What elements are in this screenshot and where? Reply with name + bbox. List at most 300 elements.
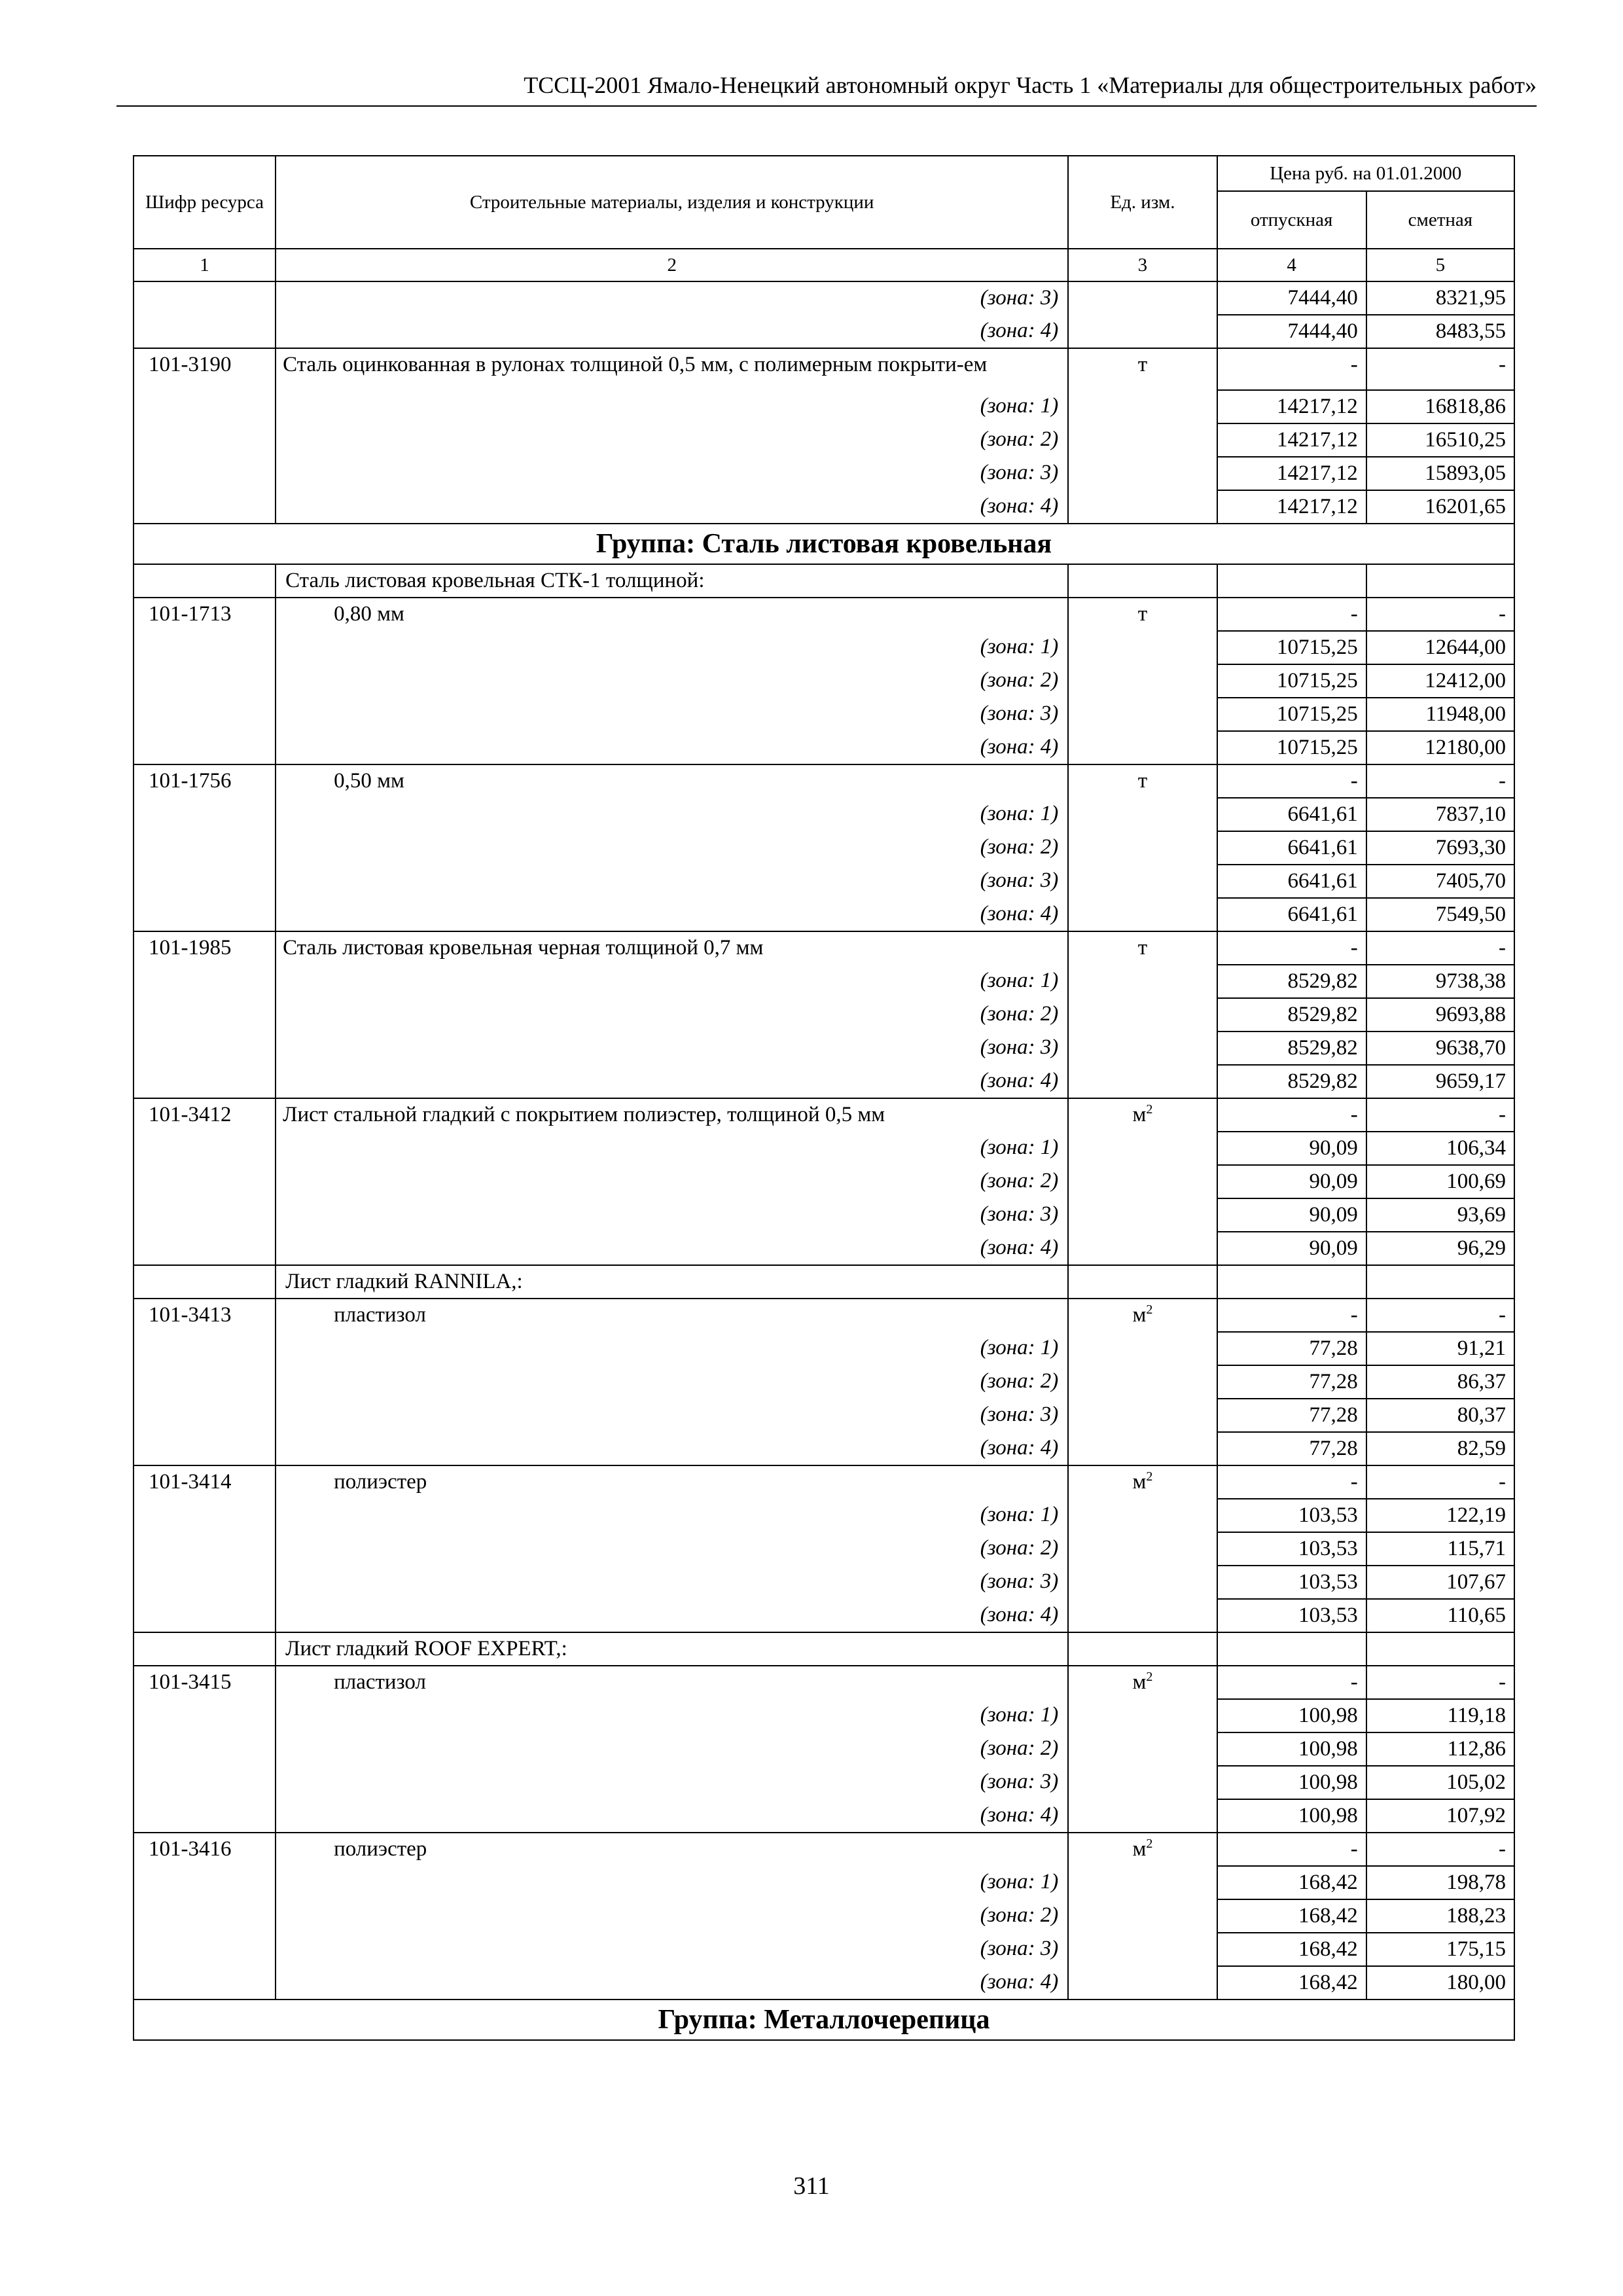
zone-row	[134, 1566, 1514, 1599]
group-row	[134, 524, 1514, 564]
zone-label: (зона: 1)	[276, 1132, 1068, 1165]
item-row	[134, 1833, 1514, 1866]
zone-code-cell	[134, 664, 276, 698]
col-number-5: 5	[1366, 249, 1514, 281]
price-estimate: 105,02	[1366, 1766, 1514, 1799]
zone-code-cell	[134, 281, 276, 315]
zone-unit-cell	[1068, 1198, 1217, 1232]
zone-code-cell	[134, 1031, 276, 1065]
subgroup-price-cell	[1366, 564, 1514, 598]
subgroup-unit-cell	[1068, 1632, 1217, 1666]
unit-cell	[1068, 1833, 1217, 1866]
zone-unit-cell	[1068, 490, 1217, 524]
resource-code: 101-3190	[134, 348, 276, 390]
unit-cell	[1068, 598, 1217, 631]
zone-unit-cell	[1068, 1332, 1217, 1365]
price-release: 6641,61	[1217, 898, 1366, 931]
col-header-code: Шифр ресурса	[134, 156, 276, 249]
price-release: 90,09	[1217, 1198, 1366, 1232]
price-release: 103,53	[1217, 1599, 1366, 1632]
zone-unit-cell	[1068, 1866, 1217, 1899]
price-release: 14217,12	[1217, 423, 1366, 457]
zone-code-cell	[134, 698, 276, 731]
zone-code-cell	[134, 315, 276, 348]
price-estimate: 15893,05	[1366, 457, 1514, 490]
material-name: полиэстер	[276, 1833, 1068, 1866]
zone-unit-cell	[1068, 898, 1217, 931]
zone-code-cell	[134, 457, 276, 490]
unit-cell	[1068, 1666, 1217, 1699]
price-release: -	[1217, 1833, 1366, 1866]
zone-code-cell	[134, 1866, 276, 1899]
price-estimate: 7837,10	[1366, 798, 1514, 831]
col-header-price-release: отпускная	[1217, 191, 1366, 249]
subgroup-price-cell	[1217, 1632, 1366, 1666]
price-estimate: 16201,65	[1366, 490, 1514, 524]
price-estimate: 9738,38	[1366, 965, 1514, 998]
zone-unit-cell	[1068, 1165, 1217, 1198]
zone-label: (зона: 2)	[276, 1732, 1068, 1766]
price-estimate: 12180,00	[1366, 731, 1514, 764]
unit-superscript: 2	[1146, 1102, 1153, 1117]
unit-superscript: 2	[1146, 1302, 1153, 1317]
price-release: 77,28	[1217, 1365, 1366, 1399]
zone-unit-cell	[1068, 1065, 1217, 1098]
zone-code-cell	[134, 1065, 276, 1098]
price-release: 10715,25	[1217, 698, 1366, 731]
price-release: -	[1217, 598, 1366, 631]
price-release: 103,53	[1217, 1566, 1366, 1599]
zone-label: (зона: 4)	[276, 1799, 1068, 1833]
zone-row	[134, 1399, 1514, 1432]
item-row	[134, 1098, 1514, 1132]
unit-text: т	[1137, 769, 1148, 793]
zone-unit-cell	[1068, 1031, 1217, 1065]
zone-row	[134, 1599, 1514, 1632]
resource-code: 101-1713	[134, 598, 276, 631]
zone-code-cell	[134, 1532, 276, 1566]
price-estimate: 16510,25	[1366, 423, 1514, 457]
zone-unit-cell	[1068, 1499, 1217, 1532]
zone-label: (зона: 2)	[276, 1365, 1068, 1399]
material-name: Сталь листовая кровельная черная толщиной 0,7 мм	[276, 931, 1068, 965]
zone-code-cell	[134, 1232, 276, 1265]
zone-label: (зона: 4)	[276, 1065, 1068, 1098]
zone-row	[134, 1899, 1514, 1933]
price-estimate: 188,23	[1366, 1899, 1514, 1933]
zone-row	[134, 1065, 1514, 1098]
col-number-2: 2	[276, 249, 1068, 281]
zone-label: (зона: 3)	[276, 1933, 1068, 1966]
zone-unit-cell	[1068, 698, 1217, 731]
price-release: 14217,12	[1217, 457, 1366, 490]
price-release: 77,28	[1217, 1432, 1366, 1465]
zone-code-cell	[134, 1766, 276, 1799]
page-header-title: ТССЦ-2001 Ямало-Ненецкий автономный округ Часть 1 «Материалы для общестроительных работ»	[524, 72, 1537, 98]
zone-code-cell	[134, 1899, 276, 1933]
price-estimate: 9638,70	[1366, 1031, 1514, 1065]
price-release: 90,09	[1217, 1165, 1366, 1198]
zone-unit-cell	[1068, 731, 1217, 764]
zone-label: (зона: 2)	[276, 1165, 1068, 1198]
col-number-1: 1	[134, 249, 276, 281]
zone-code-cell	[134, 490, 276, 524]
unit-cell	[1068, 1098, 1217, 1132]
price-estimate: -	[1366, 1299, 1514, 1332]
unit-text: м	[1132, 1837, 1147, 1861]
unit-text: т	[1137, 353, 1148, 376]
unit-cell	[1068, 1299, 1217, 1332]
zone-code-cell	[134, 1165, 276, 1198]
price-estimate: -	[1366, 1098, 1514, 1132]
zone-code-cell	[134, 631, 276, 664]
zone-row	[134, 798, 1514, 831]
zone-row	[134, 1732, 1514, 1766]
price-estimate: 115,71	[1366, 1532, 1514, 1566]
zone-row	[134, 1332, 1514, 1365]
zone-unit-cell	[1068, 1232, 1217, 1265]
col-header-price-estimate: сметная	[1366, 191, 1514, 249]
resource-code: 101-3414	[134, 1465, 276, 1499]
zone-unit-cell	[1068, 865, 1217, 898]
material-name: 0,50 мм	[276, 764, 1068, 798]
zone-code-cell	[134, 1365, 276, 1399]
zone-code-cell	[134, 1966, 276, 2000]
zone-label: (зона: 1)	[276, 798, 1068, 831]
price-release: 10715,25	[1217, 664, 1366, 698]
resource-code: 101-3412	[134, 1098, 276, 1132]
group-title: Группа: Сталь листовая кровельная	[134, 524, 1514, 564]
zone-row	[134, 865, 1514, 898]
subgroup-price-cell	[1366, 1632, 1514, 1666]
table-body	[134, 281, 1514, 2040]
unit-cell	[1068, 764, 1217, 798]
zone-code-cell	[134, 1566, 276, 1599]
zone-code-cell	[134, 831, 276, 865]
zone-label: (зона: 2)	[276, 998, 1068, 1031]
price-release: 6641,61	[1217, 831, 1366, 865]
col-header-unit: Ед. изм.	[1068, 156, 1217, 249]
zone-unit-cell	[1068, 315, 1217, 348]
zone-row	[134, 281, 1514, 315]
zone-row	[134, 1699, 1514, 1732]
price-release: 100,98	[1217, 1799, 1366, 1833]
zone-code-cell	[134, 1432, 276, 1465]
subgroup-code-cell	[134, 1265, 276, 1299]
zone-label: (зона: 1)	[276, 631, 1068, 664]
zone-code-cell	[134, 390, 276, 423]
price-estimate: 11948,00	[1366, 698, 1514, 731]
zone-label: (зона: 2)	[276, 1532, 1068, 1566]
price-release: 77,28	[1217, 1332, 1366, 1365]
zone-unit-cell	[1068, 1399, 1217, 1432]
price-estimate: 16818,86	[1366, 390, 1514, 423]
zone-row	[134, 831, 1514, 865]
zone-code-cell	[134, 898, 276, 931]
unit-superscript: 2	[1146, 1837, 1153, 1851]
zone-label: (зона: 2)	[276, 423, 1068, 457]
subgroup-row	[134, 564, 1514, 598]
price-release: 7444,40	[1217, 281, 1366, 315]
price-estimate: -	[1366, 598, 1514, 631]
price-estimate: 12644,00	[1366, 631, 1514, 664]
price-release: -	[1217, 764, 1366, 798]
price-release: -	[1217, 1299, 1366, 1332]
header-rule	[116, 105, 1537, 107]
subgroup-title: Лист гладкий ROOF EXPERT,:	[276, 1632, 1068, 1666]
subgroup-title: Лист гладкий RANNILA,:	[276, 1265, 1068, 1299]
zone-row	[134, 965, 1514, 998]
subgroup-code-cell	[134, 564, 276, 598]
price-estimate: 9659,17	[1366, 1065, 1514, 1098]
zone-unit-cell	[1068, 1432, 1217, 1465]
price-release: 100,98	[1217, 1766, 1366, 1799]
zone-row	[134, 1132, 1514, 1165]
unit-text: т	[1137, 602, 1148, 626]
zone-unit-cell	[1068, 965, 1217, 998]
price-release: 168,42	[1217, 1933, 1366, 1966]
zone-code-cell	[134, 1799, 276, 1833]
material-name: Лист стальной гладкий с покрытием полиэстер, толщиной 0,5 мм	[276, 1098, 1068, 1132]
price-estimate: -	[1366, 931, 1514, 965]
item-row	[134, 764, 1514, 798]
price-estimate: 93,69	[1366, 1198, 1514, 1232]
resource-code: 101-1985	[134, 931, 276, 965]
price-release: -	[1217, 931, 1366, 965]
price-estimate: 7549,50	[1366, 898, 1514, 931]
zone-label: (зона: 4)	[276, 315, 1068, 348]
zone-code-cell	[134, 1599, 276, 1632]
resource-code: 101-1756	[134, 764, 276, 798]
item-row	[134, 1299, 1514, 1332]
zone-label: (зона: 4)	[276, 1966, 1068, 2000]
price-release: 10715,25	[1217, 631, 1366, 664]
zone-label: (зона: 2)	[276, 831, 1068, 865]
zone-unit-cell	[1068, 1732, 1217, 1766]
zone-unit-cell	[1068, 281, 1217, 315]
zone-label: (зона: 2)	[276, 664, 1068, 698]
price-estimate: 7405,70	[1366, 865, 1514, 898]
zone-code-cell	[134, 1699, 276, 1732]
page-number: 311	[793, 2172, 830, 2200]
zone-unit-cell	[1068, 1799, 1217, 1833]
material-name: пластизол	[276, 1299, 1068, 1332]
price-release: 168,42	[1217, 1899, 1366, 1933]
zone-code-cell	[134, 798, 276, 831]
price-estimate: 8321,95	[1366, 281, 1514, 315]
zone-code-cell	[134, 1499, 276, 1532]
unit-text: м	[1132, 1103, 1147, 1126]
zone-row	[134, 698, 1514, 731]
zone-label: (зона: 4)	[276, 1599, 1068, 1632]
price-release: 14217,12	[1217, 390, 1366, 423]
price-estimate: 106,34	[1366, 1132, 1514, 1165]
zone-unit-cell	[1068, 1766, 1217, 1799]
zone-code-cell	[134, 1399, 276, 1432]
zone-unit-cell	[1068, 631, 1217, 664]
price-release: 100,98	[1217, 1732, 1366, 1766]
price-release: 90,09	[1217, 1132, 1366, 1165]
zone-label: (зона: 1)	[276, 965, 1068, 998]
price-estimate: 96,29	[1366, 1232, 1514, 1265]
zone-row	[134, 731, 1514, 764]
price-release: -	[1217, 1465, 1366, 1499]
unit-text: м	[1132, 1670, 1147, 1694]
zone-unit-cell	[1068, 457, 1217, 490]
price-release: 7444,40	[1217, 315, 1366, 348]
price-estimate: 12412,00	[1366, 664, 1514, 698]
subgroup-row	[134, 1265, 1514, 1299]
zone-label: (зона: 1)	[276, 1866, 1068, 1899]
zone-code-cell	[134, 1332, 276, 1365]
price-estimate: 82,59	[1366, 1432, 1514, 1465]
zone-unit-cell	[1068, 1699, 1217, 1732]
col-number-3: 3	[1068, 249, 1217, 281]
zone-label: (зона: 1)	[276, 1332, 1068, 1365]
material-name: Сталь оцинкованная в рулонах толщиной 0,5 мм, с полимерным покрыти-ем	[276, 348, 1068, 390]
zone-row	[134, 1365, 1514, 1399]
price-estimate: 80,37	[1366, 1399, 1514, 1432]
zone-row	[134, 457, 1514, 490]
price-estimate: 175,15	[1366, 1933, 1514, 1966]
zone-row	[134, 1232, 1514, 1265]
price-release: 100,98	[1217, 1699, 1366, 1732]
zone-label: (зона: 3)	[276, 1566, 1068, 1599]
zone-row	[134, 1198, 1514, 1232]
price-estimate: 198,78	[1366, 1866, 1514, 1899]
zone-row	[134, 664, 1514, 698]
group-row	[134, 2000, 1514, 2040]
zone-row	[134, 1532, 1514, 1566]
unit-superscript: 2	[1146, 1670, 1153, 1684]
price-release: 6641,61	[1217, 798, 1366, 831]
material-name: пластизол	[276, 1666, 1068, 1699]
unit-superscript: 2	[1146, 1469, 1153, 1484]
price-estimate: 9693,88	[1366, 998, 1514, 1031]
material-name: полиэстер	[276, 1465, 1068, 1499]
zone-unit-cell	[1068, 664, 1217, 698]
price-release: 8529,82	[1217, 998, 1366, 1031]
price-estimate: -	[1366, 1666, 1514, 1699]
zone-row	[134, 490, 1514, 524]
price-release: 10715,25	[1217, 731, 1366, 764]
zone-label: (зона: 3)	[276, 281, 1068, 315]
item-row	[134, 931, 1514, 965]
zone-row	[134, 1799, 1514, 1833]
price-release: 14217,12	[1217, 490, 1366, 524]
price-release: 103,53	[1217, 1499, 1366, 1532]
price-estimate: -	[1366, 1833, 1514, 1866]
zone-unit-cell	[1068, 390, 1217, 423]
zone-label: (зона: 4)	[276, 731, 1068, 764]
zone-row	[134, 423, 1514, 457]
col-header-price-group: Цена руб. на 01.01.2000	[1217, 156, 1514, 191]
price-estimate: 119,18	[1366, 1699, 1514, 1732]
zone-unit-cell	[1068, 423, 1217, 457]
zone-row	[134, 390, 1514, 423]
zone-row	[134, 1966, 1514, 2000]
price-table	[133, 155, 1515, 2041]
zone-unit-cell	[1068, 1566, 1217, 1599]
price-release: 8529,82	[1217, 1031, 1366, 1065]
zone-label: (зона: 3)	[276, 1399, 1068, 1432]
item-row	[134, 348, 1514, 390]
price-release: -	[1217, 348, 1366, 390]
zone-label: (зона: 4)	[276, 1432, 1068, 1465]
zone-code-cell	[134, 1933, 276, 1966]
price-estimate: 180,00	[1366, 1966, 1514, 2000]
zone-label: (зона: 3)	[276, 457, 1068, 490]
price-estimate: 8483,55	[1366, 315, 1514, 348]
zone-unit-cell	[1068, 798, 1217, 831]
price-estimate: 86,37	[1366, 1365, 1514, 1399]
price-release: 8529,82	[1217, 1065, 1366, 1098]
resource-code: 101-3416	[134, 1833, 276, 1866]
price-estimate: 110,65	[1366, 1599, 1514, 1632]
zone-unit-cell	[1068, 1933, 1217, 1966]
price-estimate: 122,19	[1366, 1499, 1514, 1532]
zone-label: (зона: 4)	[276, 1232, 1068, 1265]
zone-unit-cell	[1068, 831, 1217, 865]
unit-cell	[1068, 348, 1217, 390]
price-estimate: 100,69	[1366, 1165, 1514, 1198]
price-estimate: -	[1366, 764, 1514, 798]
zone-label: (зона: 2)	[276, 1899, 1068, 1933]
zone-row	[134, 1866, 1514, 1899]
zone-code-cell	[134, 965, 276, 998]
price-release: 77,28	[1217, 1399, 1366, 1432]
subgroup-price-cell	[1217, 1265, 1366, 1299]
zone-unit-cell	[1068, 1132, 1217, 1165]
price-release: 90,09	[1217, 1232, 1366, 1265]
zone-row	[134, 315, 1514, 348]
zone-label: (зона: 3)	[276, 1031, 1068, 1065]
zone-label: (зона: 4)	[276, 898, 1068, 931]
resource-code: 101-3415	[134, 1666, 276, 1699]
unit-cell	[1068, 1465, 1217, 1499]
price-release: -	[1217, 1098, 1366, 1132]
unit-text: т	[1137, 936, 1148, 960]
item-row	[134, 1666, 1514, 1699]
price-estimate: 107,92	[1366, 1799, 1514, 1833]
zone-code-cell	[134, 998, 276, 1031]
zone-row	[134, 998, 1514, 1031]
zone-label: (зона: 4)	[276, 490, 1068, 524]
col-header-name: Строительные материалы, изделия и конструкции	[276, 156, 1068, 249]
subgroup-unit-cell	[1068, 1265, 1217, 1299]
price-release: -	[1217, 1666, 1366, 1699]
price-release: 6641,61	[1217, 865, 1366, 898]
subgroup-unit-cell	[1068, 564, 1217, 598]
zone-unit-cell	[1068, 1532, 1217, 1566]
subgroup-row	[134, 1632, 1514, 1666]
item-row	[134, 598, 1514, 631]
zone-unit-cell	[1068, 998, 1217, 1031]
zone-label: (зона: 1)	[276, 390, 1068, 423]
zone-label: (зона: 1)	[276, 1699, 1068, 1732]
zone-code-cell	[134, 1732, 276, 1766]
zone-row	[134, 1766, 1514, 1799]
subgroup-price-cell	[1217, 564, 1366, 598]
zone-label: (зона: 3)	[276, 1766, 1068, 1799]
item-row	[134, 1465, 1514, 1499]
zone-row	[134, 631, 1514, 664]
zone-code-cell	[134, 731, 276, 764]
price-estimate: 107,67	[1366, 1566, 1514, 1599]
price-estimate: -	[1366, 348, 1514, 390]
price-release: 103,53	[1217, 1532, 1366, 1566]
zone-unit-cell	[1068, 1599, 1217, 1632]
